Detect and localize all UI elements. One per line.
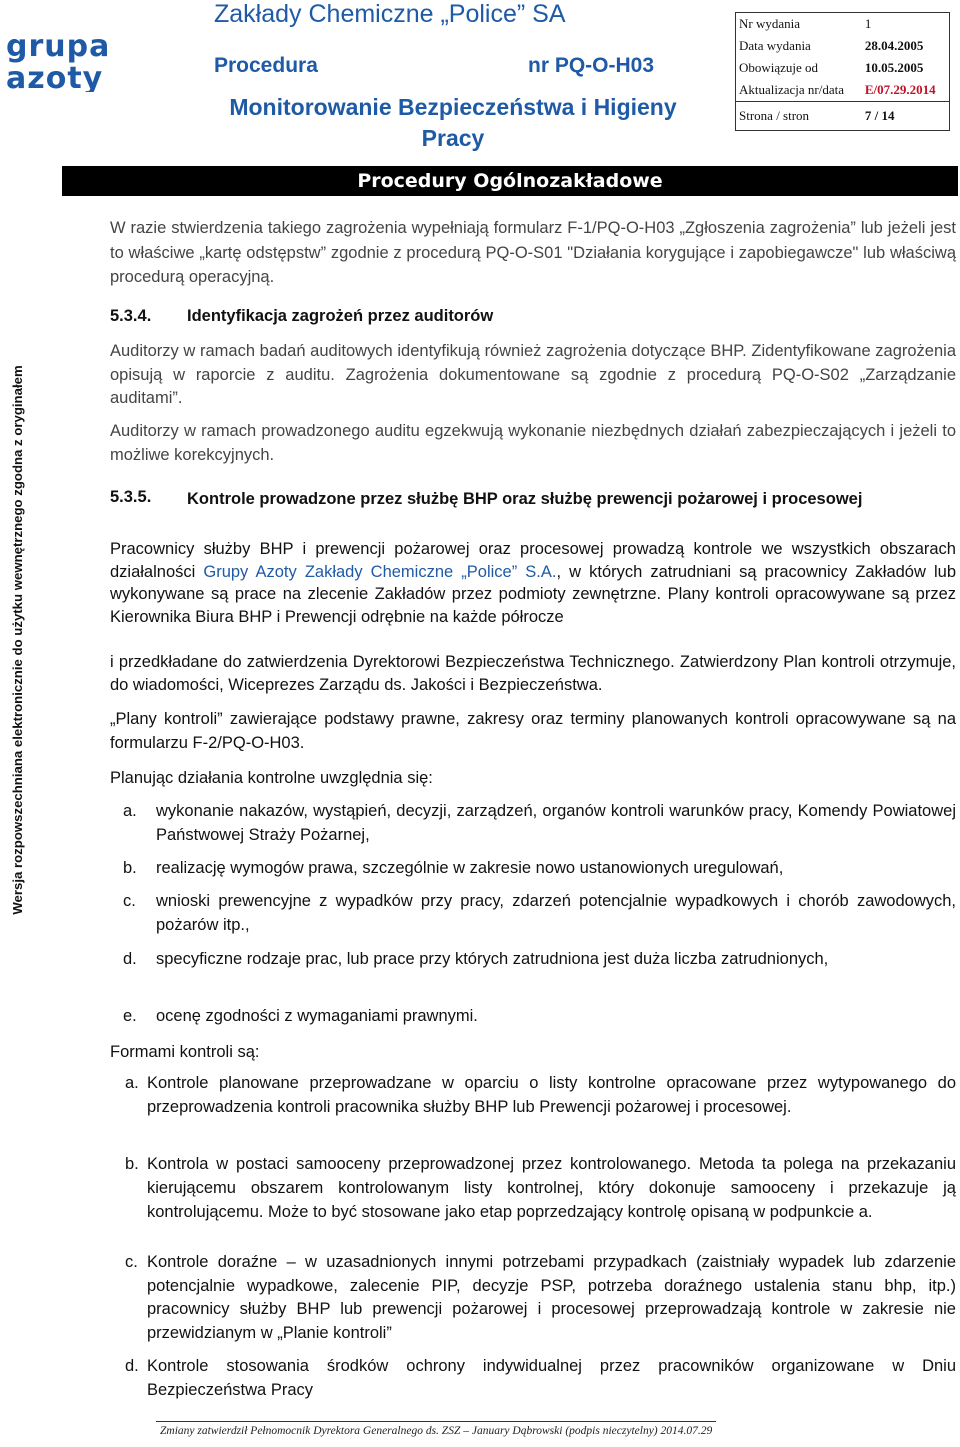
list-text: specyficzne rodzaje prac, lub prace przy których zatrudniona jest duża liczba zatrudnionych, — [156, 950, 829, 968]
meta-value-issue-date: 28.04.2005 — [864, 38, 924, 53]
side-note-text: Wersja rozpowszechniana elektronicznie do użytku wewnętrznego zgodna z oryginałem — [10, 365, 25, 915]
meta-value-edition: 1 — [864, 16, 872, 31]
meta-label-valid-from: Obowiązuje od — [739, 60, 819, 75]
section-banner: Procedury Ogólnozakładowe — [62, 166, 958, 196]
form-text: Kontrole doraźne – w uzasadnionych innymi potrzebami przypadkach (zaistniały wypadek lub zdarzenie potencjalnie wypadkowe, zalecenie PIP, decyzje PSP, potrzeba doraźnego ustalenia stanu bhp, itp.) pracownicy służby BHP lub prewencji pożarowej i procesowej przeprowadzają kontrole w zakresie nie przewidzianym w „Planie kontroli” — [147, 1253, 956, 1342]
forms-intro: Formami kontroli są: — [110, 1043, 260, 1061]
list-text: wnioski prewencyjne z wypadków przy pracy, zdarzeń potencjalnie wypadkowych i chorób zawodowych, pożarów itp., — [156, 892, 956, 934]
list-item — [123, 889, 956, 937]
svg-text:azoty: azoty — [6, 61, 104, 92]
section-5-3-4-paragraph-1: Auditorzy w ramach badań auditowych identyfikują również zagrożenia dotyczące BHP. Zidentyfikowane zagrożenia opisują w raporcie z auditu. Zagrożenia dokumentowane są zgodnie z procedurą PQ-O-S02 „Zarządzanie auditami”. — [110, 342, 956, 407]
document-title: Monitorowanie Bezpieczeństwa i Higieny Pracy — [229, 94, 677, 151]
list-item — [123, 799, 956, 847]
section-5-3-4-number: 5.3.4. — [110, 307, 152, 325]
meta-value-update: E/07.29.2014 — [864, 82, 936, 97]
list-item — [123, 1004, 956, 1028]
grupa-azoty-logo — [6, 30, 132, 92]
form-text: Kontrole planowane przeprowadzane w oparciu o listy kontrolne opracowane przez wytypowanego do przeprowadzenia kontroli pracownika służby BHP lub Prewencji pożarowej i procesowej. — [147, 1074, 956, 1116]
form-item — [125, 1071, 956, 1143]
planning-intro: Planując działania kontrolne uwzględnia się: — [110, 769, 433, 787]
form-text: Kontrole stosowania środków ochrony indywidualnej przez pracowników organizowane w Dniu Bezpieczeństwa Pracy — [147, 1357, 956, 1399]
form-marker: b. — [125, 1155, 139, 1173]
company-name: Zakłady Chemiczne „Police” SA — [214, 0, 566, 28]
approval-footer: Zmiany zatwierdził Pełnomocnik Dyrektora Generalnego ds. ZSZ – January Dąbrowski (podpis nieczytelny) 2014.07.29 — [160, 1425, 713, 1437]
meta-label-issue-date: Data wydania — [739, 38, 811, 53]
intro-paragraph: W razie stwierdzenia takiego zagrożenia wypełniają formularz F-1/PQ-O-H03 „Zgłoszenia zagrożenia” lub jeżeli jest to właściwe „kartę odstępstw” zgodnie z procedurą PQ-O-S01 "Działania korygujące i zapobiegawcze" lub właściwą procedurą operacyjną. — [110, 219, 956, 286]
list-text: wykonanie nakazów, wystąpień, decyzji, zarządzeń, organów kontroli warunków pracy, Komendy Powiatowej Państwowej Straży Pożarnej, — [156, 802, 956, 844]
form-text: Kontrola w postaci samooceny przeprowadzonej przez kontrolowanego. Metoda ta polega na przekazaniu kierującemu obszarem kontrolowanym listy kontrolnej, który dokonuje samooceny i przekazuje ją kontrolującemu. Może to być stosowane jako etap poprzedzający kontrolę opisaną w podpunkcie a. — [147, 1155, 956, 1221]
meta-value-page: 7 / 14 — [862, 102, 950, 131]
section-5-3-4-title: Identyfikacja zagrożeń przez auditorów — [187, 307, 494, 325]
document-meta-table — [735, 12, 950, 131]
section-5-3-5-paragraph-1 — [110, 538, 956, 628]
list-item — [123, 947, 956, 995]
paragraph-1-text-b: , w których zatrudniani są pracownicy Zakładów lub wykonywane są prace na zlecenie Zakładów przez podmioty zewnętrzne. Plany kontroli opracowywane są przez Kierownika Biura BHP i Prewencji odrębnie na każde półrocze — [110, 562, 956, 626]
section-5-3-5-number: 5.3.5. — [110, 488, 152, 506]
section-5-3-5-title: Kontrole prowadzone przez służbę BHP oraz służbę prewencji pożarowej i procesowej — [187, 490, 863, 508]
form-marker: d. — [125, 1357, 139, 1375]
side-note — [7, 340, 27, 940]
company-link-text: Grupy Azoty Zakłady Chemiczne „Police” S.A. — [203, 562, 557, 581]
meta-value-valid-from: 10.05.2005 — [864, 60, 924, 75]
section-5-3-4-paragraph-2: Auditorzy w ramach prowadzonego auditu egzekwują wykonanie niezbędnych działań zabezpieczających i jeżeli to możliwe korekcyjnych. — [110, 422, 956, 464]
meta-label-update: Aktualizacja nr/data — [739, 82, 845, 97]
list-marker: a. — [123, 802, 137, 820]
list-text: realizację wymogów prawa, szczególnie w zakresie nowo ustanowionych uregulowań, — [156, 859, 784, 877]
meta-label-page: Strona / stron — [736, 102, 862, 131]
plans-paragraph: „Plany kontroli” zawierające podstawy prawne, zakresy oraz terminy planowanych kontroli opracowywane są na formularzu F-2/PQ-O-H03. — [110, 710, 956, 752]
list-marker: b. — [123, 859, 137, 877]
form-marker: c. — [125, 1253, 138, 1271]
paragraph-1-text-a: Pracownicy służby BHP i prewencji pożarowej oraz procesowej prowadzą kontrole we wszystkich obszarach działalności — [110, 540, 956, 581]
form-item — [125, 1251, 956, 1347]
form-item — [125, 1152, 956, 1248]
procedure-number: nr PQ-O-H03 — [528, 54, 655, 77]
procedure-label: Procedura — [214, 54, 318, 77]
list-marker: d. — [123, 950, 137, 968]
svg-text:grupa: grupa — [6, 30, 111, 64]
list-marker: e. — [123, 1007, 137, 1025]
list-item — [123, 856, 956, 880]
form-item — [125, 1355, 956, 1403]
list-text: ocenę zgodności z wymaganiami prawnymi. — [156, 1007, 478, 1025]
section-5-3-5-paragraph-1-cont: i przedkładane do zatwierdzenia Dyrektorowi Bezpieczeństwa Technicznego. Zatwierdzony Plan kontroli otrzymuje, do wiadomości, Wiceprezes Zarządu ds. Jakości i Bezpieczeństwa. — [110, 653, 956, 694]
list-marker: c. — [123, 892, 136, 910]
meta-label-edition: Nr wydania — [739, 16, 801, 31]
form-marker: a. — [125, 1074, 139, 1092]
